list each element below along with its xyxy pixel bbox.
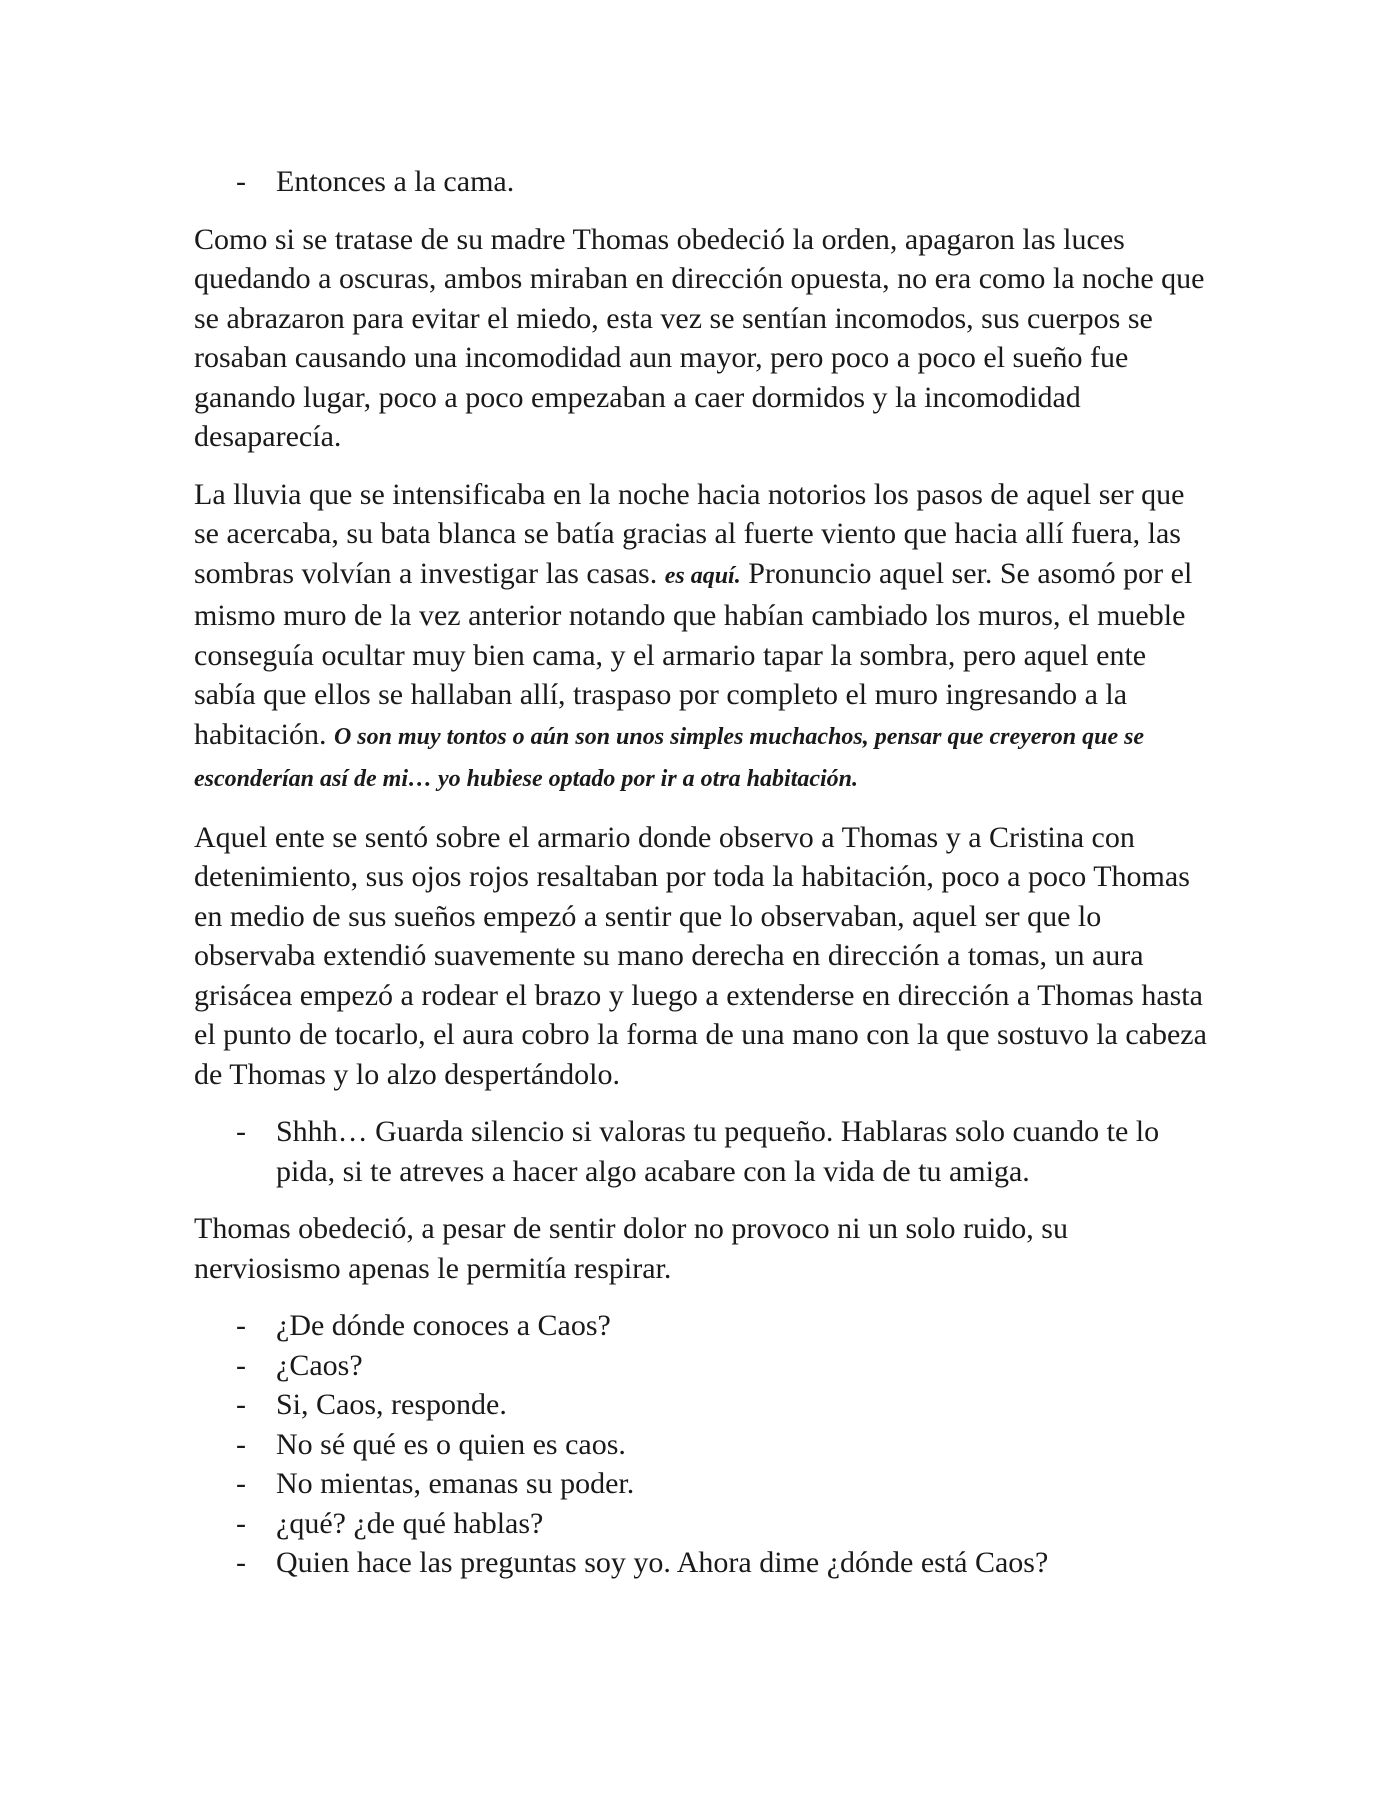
paragraph-text: Pronuncio aquel ser. Se asomó por el mismo muro de la vez anterior notando que habían cambiado los muros, el mueble conseguía ocultar muy bien cama, y el armario tapar la sombra, pero aquel ente sabía que ellos se hallaban allí, traspaso por completo el muro ingresando a la habitación. <box>194 556 1193 751</box>
dialogue-dash: - <box>236 1427 246 1461</box>
paragraph: Como si se tratase de su madre Thomas obedeció la orden, apagaron las luces quedando a oscuras, ambos miraban en dirección opuesta, no era como la noche que se abrazaron para evitar el miedo, esta vez se sentían incomodos, sus cuerpos se rosaban causando una incomodidad aun mayor, pero poco a poco el sueño fue ganando lugar, poco a poco empezaban a caer dormidos y la incomodidad desaparecía. <box>194 222 1205 453</box>
dialogue-text: Shhh… Guarda silencio si valoras tu pequeño. Hablaras solo cuando te lo pida, si te atreves a hacer algo acabare con la vida de tu amiga. <box>276 1115 1160 1188</box>
dialogue-line <box>194 1346 1214 1386</box>
document-body <box>194 162 1214 1583</box>
dialogue-line <box>194 1306 1214 1346</box>
dialogue-dash: - <box>236 1467 246 1500</box>
paragraph <box>194 475 1214 800</box>
dialogue-text: No mientas, emanas su poder. <box>276 1467 635 1500</box>
paragraph-text: La lluvia que se intensificaba en la noche hacia notorios los pasos de aquel ser que se acercaba, su bata blanca se batía gracias al fuerte viento que hacia allí fuera, las sombras volvían a investigar las casas. <box>194 477 1185 590</box>
dialogue-line <box>194 1385 1214 1425</box>
paragraph-gap <box>194 1191 1214 1209</box>
paragraph: Thomas obedeció, a pesar de sentir dolor no provoco ni un solo ruido, su nerviosismo apenas le permitía respirar. <box>194 1212 1068 1285</box>
paragraph-gap <box>194 1094 1214 1112</box>
dialogue-dash: - <box>236 1546 246 1579</box>
dialogue-dash: - <box>236 1115 246 1148</box>
dialogue-text: ¿qué? ¿de qué hablas? <box>276 1506 544 1540</box>
paragraph: Aquel ente se sentó sobre el armario donde observo a Thomas y a Cristina con detenimiento, sus ojos rojos resaltaban por toda la habitación, poco a poco Thomas en medio de sus sueños empezó a sentir que lo observaban, aquel ser que lo observaba extendió suavemente su mano derecha en dirección a tomas, un aura grisácea empezó a rodear el brazo y luego a extenderse en dirección a Thomas hasta el punto de tocarlo, el aura cobro la forma de una mano con la que sostuvo la cabeza de Thomas y lo alzo despertándolo. <box>194 820 1207 1091</box>
dialogue-text: Si, Caos, responde. <box>276 1388 507 1421</box>
dialogue-text: Quien hace las preguntas soy yo. Ahora dime ¿dónde está Caos? <box>276 1546 1049 1579</box>
dialogue-dash: - <box>236 165 246 198</box>
paragraph-gap <box>194 202 1214 220</box>
dialogue-line <box>194 1543 1214 1583</box>
dialogue-line <box>194 1504 1214 1544</box>
paragraph-gap <box>194 1288 1214 1306</box>
emphasized-speech: O son muy tontos o aún son unos simples muchachos, pensar que creyeron que se esconderían así de mi… yo hubiese optado por ir a otra habitación. <box>194 723 1145 792</box>
dialogue-text: Entonces a la cama. <box>276 165 515 198</box>
dialogue-dash: - <box>236 1506 246 1540</box>
dialogue-line <box>194 1464 1214 1504</box>
dialogue-dash: - <box>236 1348 246 1382</box>
paragraph-gap <box>194 457 1214 475</box>
dialogue-text: ¿Caos? <box>276 1348 363 1382</box>
dialogue-line <box>194 162 1214 202</box>
dialogue-text: ¿De dónde conoces a Caos? <box>276 1309 611 1342</box>
emphasized-speech: es aquí. <box>664 562 741 589</box>
dialogue-dash: - <box>236 1309 246 1342</box>
dialogue-text: No sé qué es o quien es caos. <box>276 1427 626 1461</box>
dialogue-line <box>194 1112 1214 1191</box>
dialogue-list <box>194 1306 1214 1583</box>
dialogue-line <box>194 1425 1214 1465</box>
paragraph-gap <box>194 800 1214 818</box>
dialogue-dash: - <box>236 1388 246 1421</box>
